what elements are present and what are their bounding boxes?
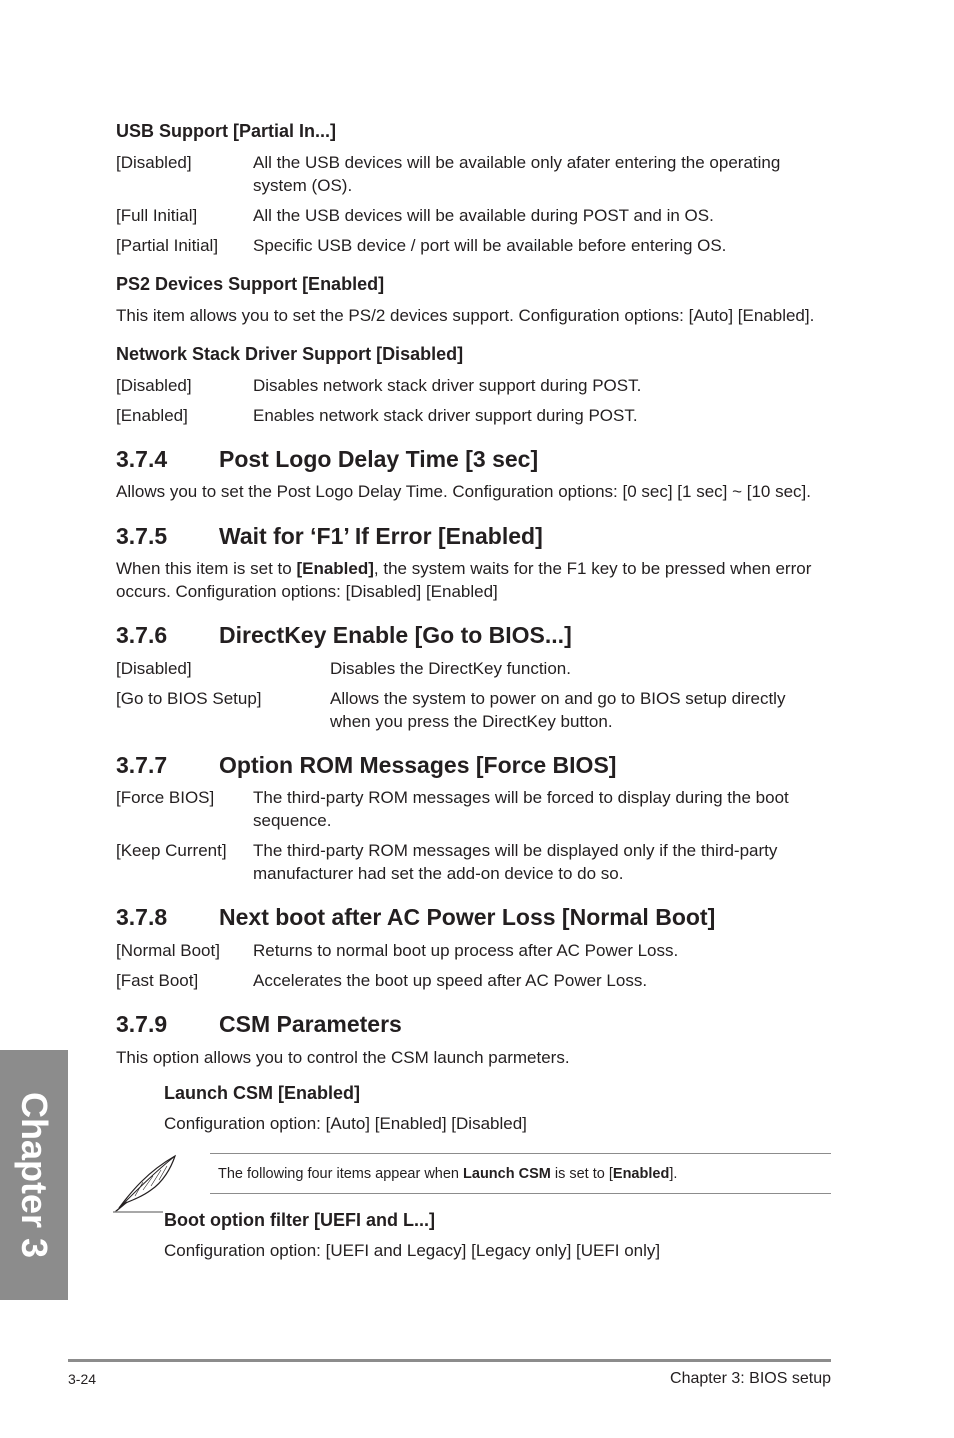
section-title: Next boot after AC Power Loss [Normal Boot] [219,904,716,930]
text-run-bold: [Enabled] [296,559,374,578]
footer-chapter-title: Chapter 3: BIOS setup [670,1370,831,1387]
text-run: ]. [669,1166,678,1182]
option-term: [Disabled] [116,153,192,172]
option-desc: Disables network stack driver support during POST. [253,376,642,395]
option-term: [Enabled] [116,406,188,425]
chapter-tab-label: Chapter 3 [14,1091,55,1259]
section-title: Option ROM Messages [Force BIOS] [219,752,617,778]
section-number: 3.7.5 [116,523,168,549]
usb-support-heading: USB Support [Partial In...] [116,121,337,141]
section-number: 3.7.7 [116,752,168,778]
note-text [218,1163,677,1186]
section-title: CSM Parameters [219,1011,402,1037]
option-desc: All the USB devices will be available only afater entering the operating [253,153,781,172]
option-desc: Returns to normal boot up process after AC Power Loss. [253,941,679,960]
note-bottom-rule [210,1193,831,1194]
option-desc: The third-party ROM messages will be forced to display during the boot [253,788,789,807]
section-title: Post Logo Delay Time [3 sec] [219,446,539,472]
section-3-7-4-text: Allows you to set the Post Logo Delay Time. Configuration options: [0 sec] [1 sec] ~ [10 sec]. [116,482,812,501]
option-term: [Keep Current] [116,841,227,860]
boot-filter-text: Configuration option: [UEFI and Legacy] [Legacy only] [UEFI only] [164,1241,661,1260]
footer-rule [68,1359,831,1362]
option-desc: Accelerates the boot up speed after AC Power Loss. [253,971,648,990]
option-desc: when you press the DirectKey button. [330,712,613,731]
text-run: , the system waits for the F1 key to be pressed when error [373,559,812,578]
option-term: [Go to BIOS Setup] [116,689,262,708]
feather-pen-icon [113,1152,179,1214]
text-run: is set to [ [550,1166,613,1182]
note-top-rule [210,1153,831,1154]
option-desc: manufacturer had set the add-on device to do so. [253,864,624,883]
ps2-heading: PS2 Devices Support [Enabled] [116,274,385,294]
option-desc: Enables network stack driver support during POST. [253,406,638,425]
section-3-7-5-text-line1 [116,557,811,580]
section-3-7-5-text-line2: occurs. Configuration options: [Disabled] [Enabled] [116,582,498,601]
text-run-bold: Launch CSM [463,1166,551,1182]
option-term: [Force BIOS] [116,788,215,807]
section-title: Wait for ‘F1’ If Error [Enabled] [219,523,543,549]
option-term: [Disabled] [116,376,192,395]
section-number: 3.7.4 [116,446,168,472]
ps2-text: This item allows you to set the PS/2 devices support. Configuration options: [Auto] [Enabled]. [116,306,815,325]
section-3-7-9-text: This option allows you to control the CSM launch parmeters. [116,1048,570,1067]
network-stack-heading: Network Stack Driver Support [Disabled] [116,344,464,364]
option-desc: Disables the DirectKey function. [330,659,571,678]
option-desc: The third-party ROM messages will be displayed only if the third-party [253,841,778,860]
option-desc: sequence. [253,811,332,830]
section-number: 3.7.9 [116,1011,168,1037]
option-term: [Full Initial] [116,206,198,225]
section-title: DirectKey Enable [Go to BIOS...] [219,622,572,648]
option-term: [Normal Boot] [116,941,220,960]
option-desc: Allows the system to power on and go to BIOS setup directly [330,689,786,708]
option-desc: Specific USB device / port will be available before entering OS. [253,236,727,255]
page-number: 3-24 [68,1371,97,1387]
boot-filter-heading: Boot option filter [UEFI and L...] [164,1210,435,1230]
text-run: The following four items appear when [218,1166,464,1182]
option-term: [Disabled] [116,659,192,678]
text-run: When this item is set to [116,559,297,578]
launch-csm-heading: Launch CSM [Enabled] [164,1083,361,1103]
section-number: 3.7.8 [116,904,168,930]
option-term: [Partial Initial] [116,236,219,255]
launch-csm-text: Configuration option: [Auto] [Enabled] [Disabled] [164,1114,527,1133]
section-number: 3.7.6 [116,622,168,648]
text-run-bold: Enabled [612,1166,670,1182]
option-desc: All the USB devices will be available during POST and in OS. [253,206,714,225]
option-term: [Fast Boot] [116,971,199,990]
option-desc: system (OS). [253,176,353,195]
